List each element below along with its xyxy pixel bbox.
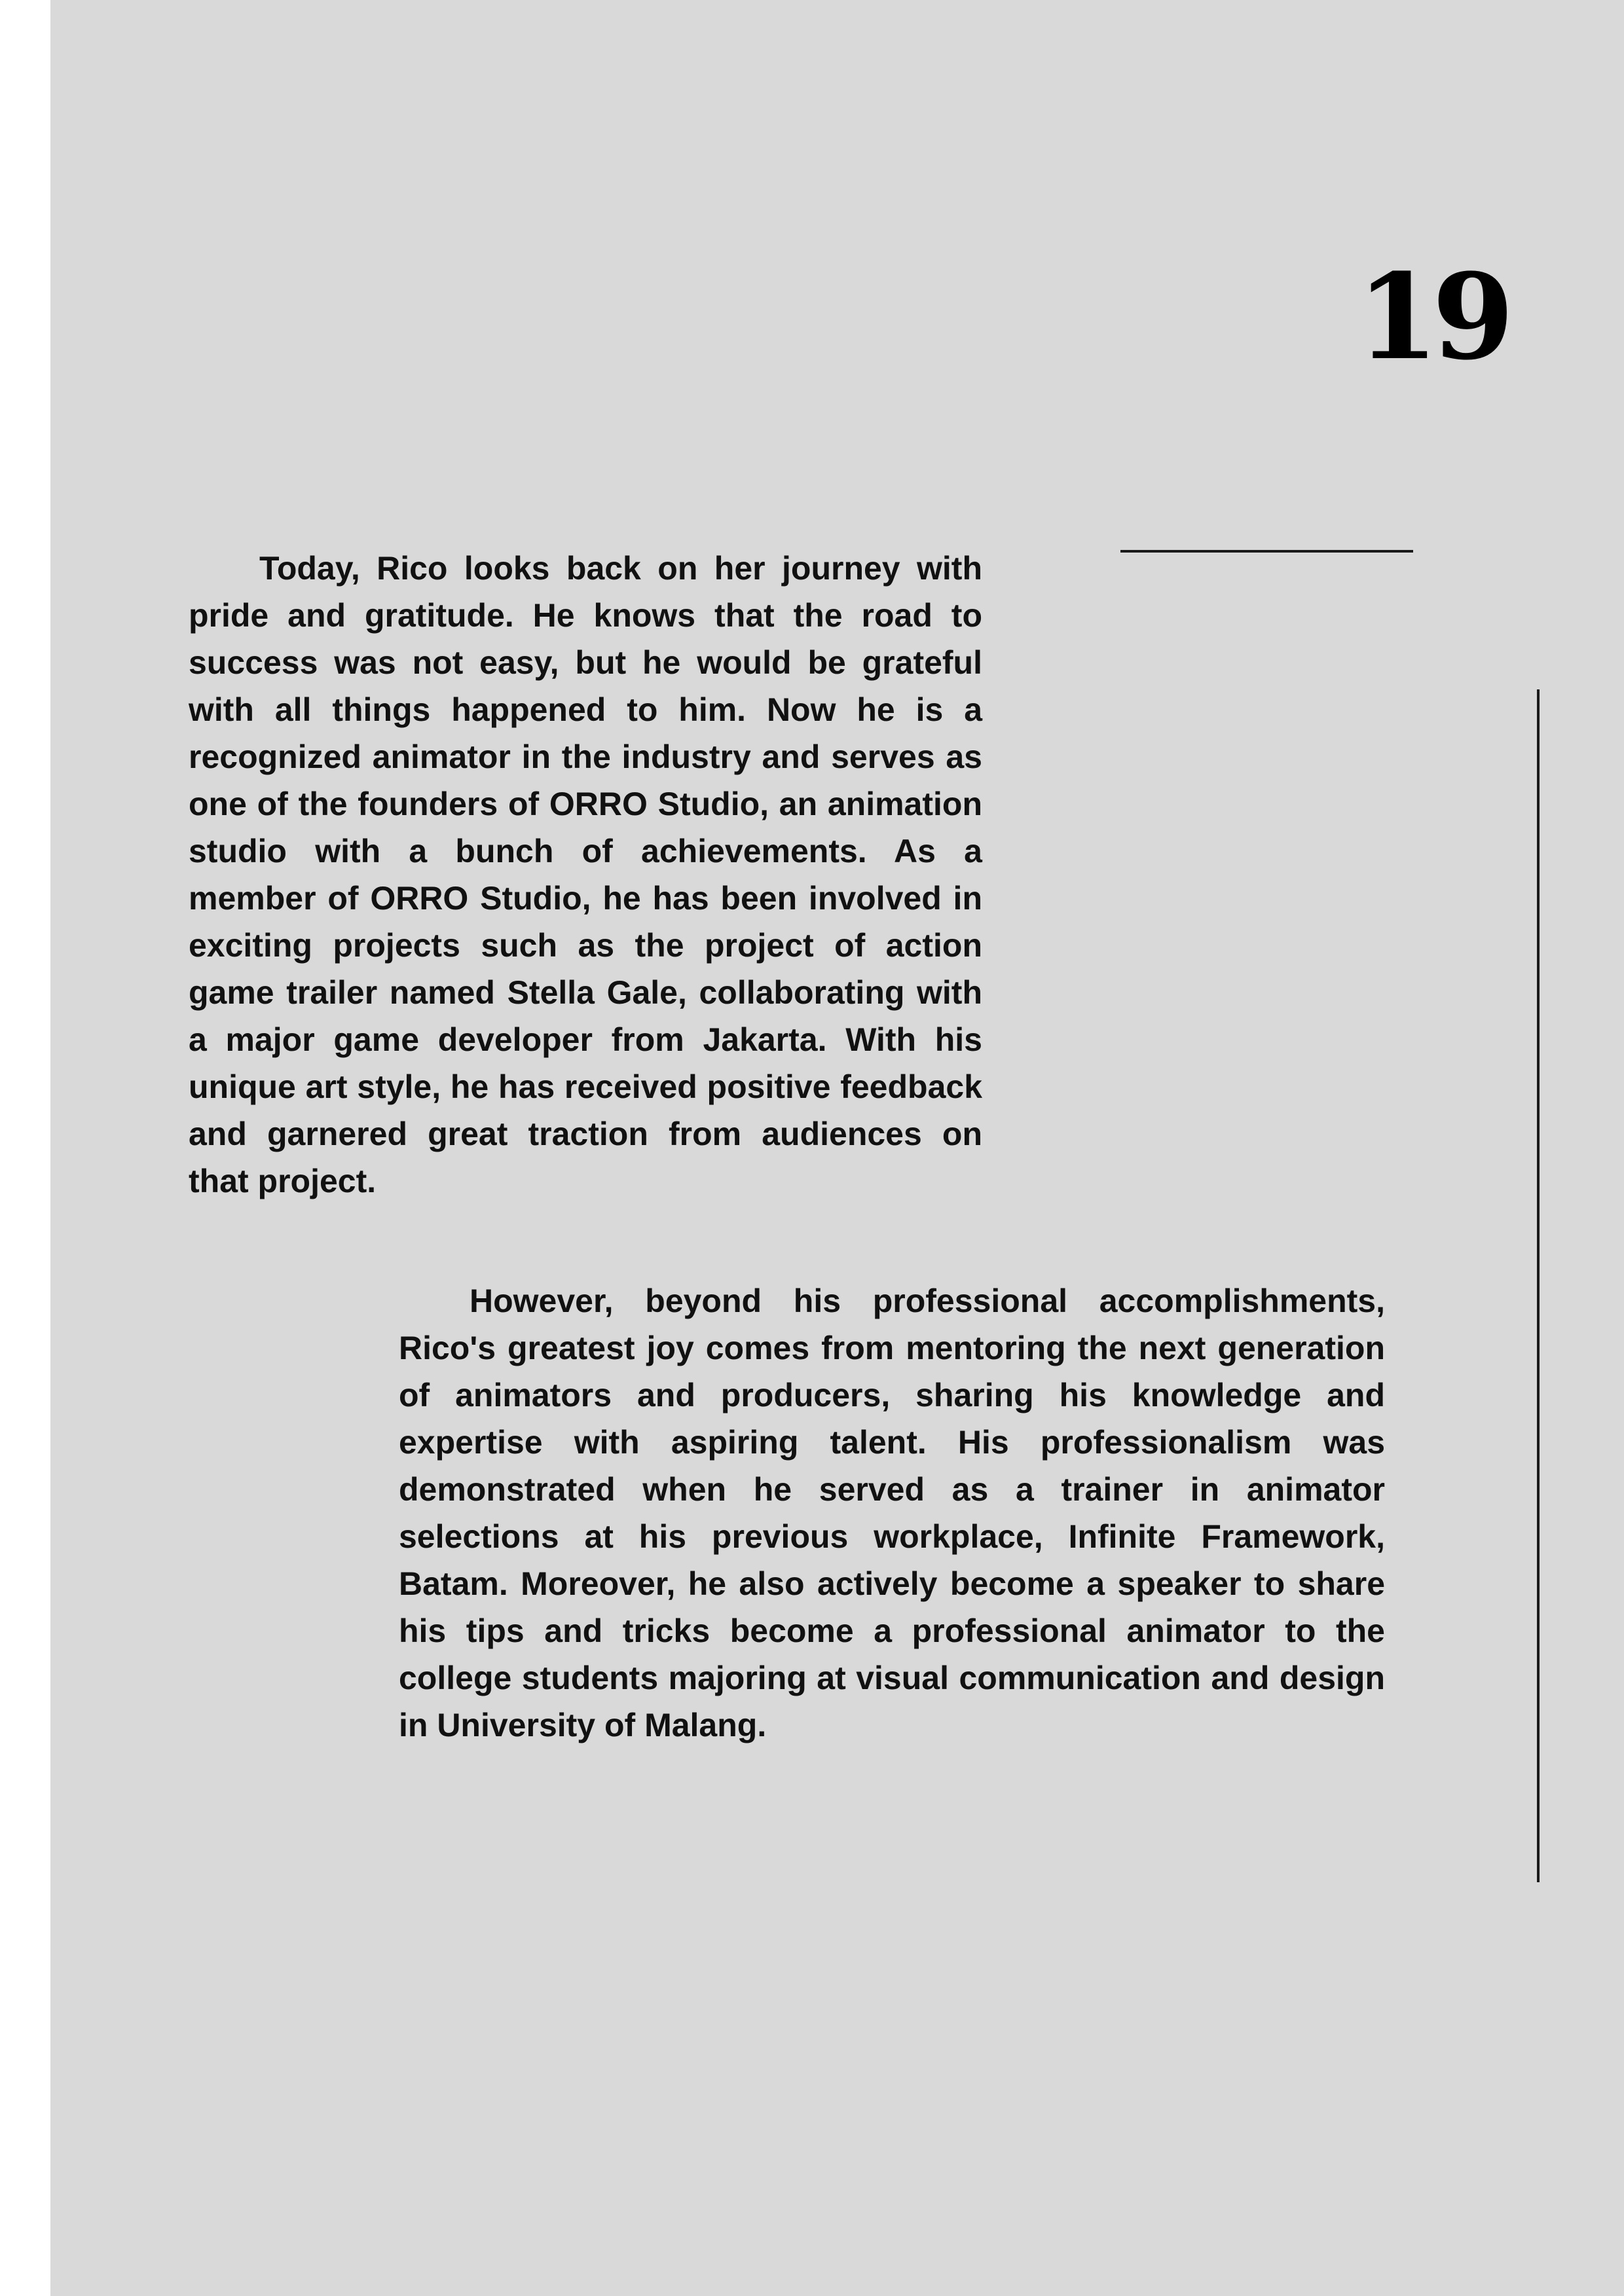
paragraph-1: Today, Rico looks back on her journey with pride and gratitude. He knows that the road to success was not easy, but he would be grateful with all things happened to him. Now he is a recognized animator in the industry and serves as one of the founders of ORRO Studio, an animation studio with a bunch of achievements. As a member of ORRO Studio, he has been involved in exciting projects such as the project of action game trailer named Stella Gale, collaborating with a major game developer from Jakarta. With his unique art style, he has received positive feedback and garnered great traction from audiences on that project.: [189, 550, 982, 1199]
paragraph-2: However, beyond his professional accomplishments, Rico's greatest joy comes from mentoring the next generation of animators and producers, sharing his knowledge and expertise with aspiring talent. His professionalism was demonstrated when he served as a trainer in animator selections at his previous workplace, Infinite Framework, Batam. Moreover, he also actively become a speaker to share his tips and tricks become a professional animator to the college students majoring at visual communication and design in University of Malang.: [399, 1283, 1385, 1743]
book-page: [50, 0, 1624, 2296]
vertical-divider: [1537, 689, 1540, 1882]
horizontal-divider: [1120, 550, 1413, 553]
page-number: 19: [1356, 248, 1508, 386]
